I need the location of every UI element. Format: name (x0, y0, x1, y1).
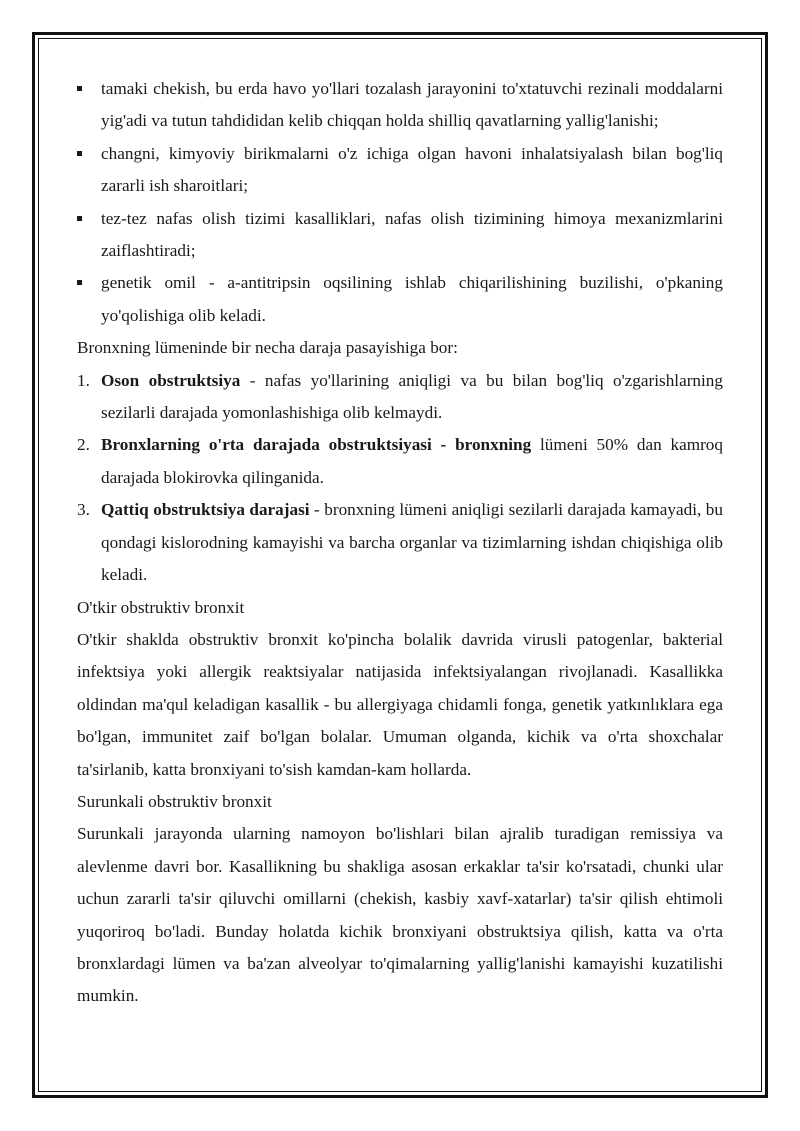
list-item-text: tamaki chekish, bu erda havo yo'llari tozalash jarayonini to'xtatuvchi rezinali moddalarni yig'adi va tutun tahdididan kelib chiqqan holda shilliq qavatlarning yallig'lanishi; (101, 79, 723, 131)
degree-term: Oson obstruktsiya (101, 370, 241, 390)
list-item-number: 2. (77, 435, 90, 455)
square-bullet-icon (77, 280, 82, 285)
degrees-intro: Bronxning lümeninde bir necha daraja pasayishiga bor: (77, 338, 458, 358)
list-item (77, 429, 723, 494)
list-item (77, 73, 723, 138)
list-item (77, 494, 723, 591)
square-bullet-icon (77, 216, 82, 221)
list-item-text: genetik omil - a-antitripsin oqsilining ishlab chiqarilishining buzilishi, o'pkaning yo'qolishiga olib keladi. (101, 273, 723, 325)
chronic-bronchitis-heading: Surunkali obstruktiv bronxit (77, 791, 272, 811)
list-item-number: 3. (77, 500, 90, 520)
list-item (77, 203, 723, 268)
acute-bronchitis-heading: O'tkir obstruktiv bronxit (77, 597, 245, 617)
degree-description: - bronxning lümeni aniqligi sezilarli darajada kamayadi, bu qondagi kislorodning kamayishi va barcha organlar va tizimlarning ishdan chiqishiga olib keladi. (101, 500, 723, 585)
square-bullet-icon (77, 151, 82, 156)
degree-description: lümeni 50% dan kamroq darajada blokirovka qilinganida. (101, 435, 723, 487)
risk-factors-list (77, 73, 723, 332)
list-item-text: tez-tez nafas olish tizimi kasalliklari, nafas olish tizimining himoya mexanizmlarini zaiflashtiradi; (101, 208, 723, 261)
list-item-text: changni, kimyoviy birikmalarni o'z ichiga olgan havoni inhalatsiyalash bilan bog'liq zararli ish sharoitlari; (101, 143, 723, 196)
list-item-number: 1. (77, 370, 90, 390)
list-item (77, 365, 723, 430)
obstruction-degrees-list (77, 365, 723, 592)
list-item (77, 267, 723, 332)
list-item (77, 138, 723, 203)
degree-term: Qattiq obstruktsiya darajasi (101, 500, 310, 520)
degree-description: - nafas yo'llarining aniqligi va bu bilan bog'liq o'zgarishlarning sezilarli darajada yomonlashishiga olib kelmaydi. (101, 370, 723, 423)
chronic-bronchitis-paragraph: Surunkali jarayonda ularning namoyon bo'lishlari bilan ajralib turadigan remissiya va alevlenme davri bor. Kasallikning bu shakliga asosan erkaklar ta'sir ko'rsatadi, chunki ular uchun zararli ta'sir qiluvchi omillarni (chekish, kasbiy xavf-xatarlar) ta'sir qilish ehtimoli yuqoriroq bo'ladi. Bunday holatda kichik bronxiyani obstruktsiya qilish, katta va o'rta bronxlardagi lümen va ba'zan alveolyar to'qimalarning yallig'lanishi kamayishi kuzatilishi mumkin. (77, 824, 723, 1006)
square-bullet-icon (77, 86, 82, 91)
degree-term: Bronxlarning o'rta darajada obstruktsiyasi - bronxning (101, 435, 532, 455)
acute-bronchitis-paragraph: O'tkir shaklda obstruktiv bronxit ko'pincha bolalik davrida virusli patogenlar, bakterial infektsiya yoki allergik reaktsiyalar natijasida infektsiyalangan rivojlanadi. Kasallikka oldindan ma'qul keladigan kasallik - bu allergiyaga chidamli fonga, genetik yatkınlıklara ega bo'lgan, immunitet zaif bo'lgan bolalar. Umuman olganda, kichik va o'rta shoxchalar ta'sirlanib, katta bronxiyani to'sish kamdan-kam hollarda. (77, 629, 723, 779)
document-body (77, 73, 723, 1013)
